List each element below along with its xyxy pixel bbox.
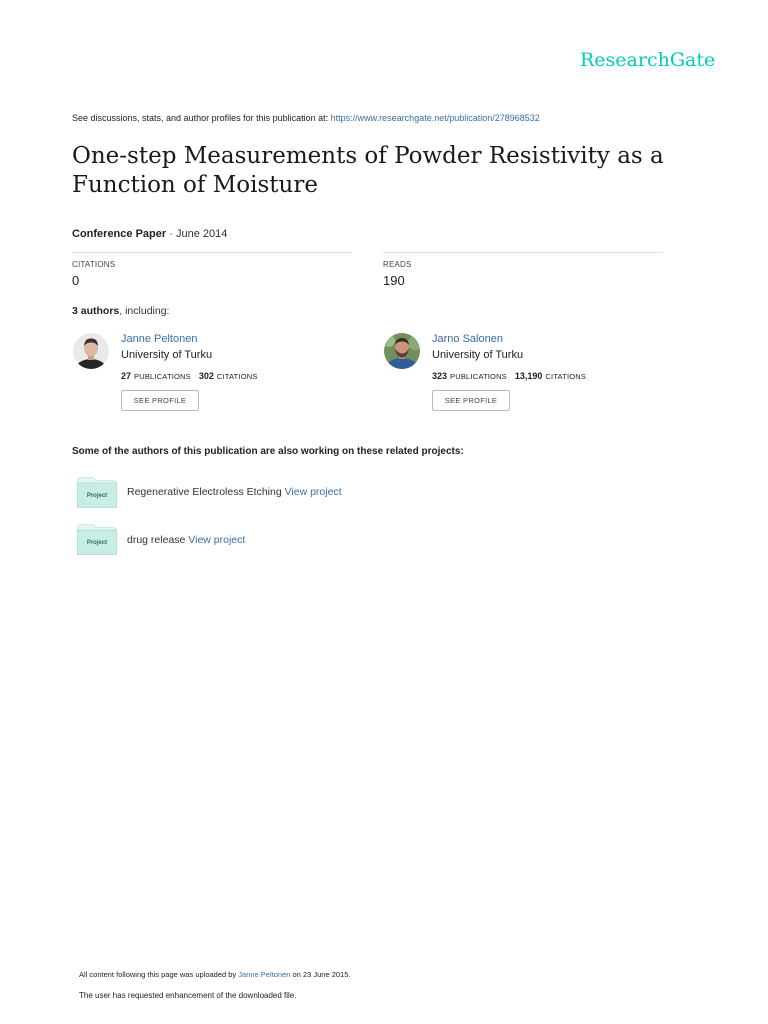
citations-divider (72, 252, 352, 253)
view-project-link[interactable]: View project (188, 534, 246, 546)
publication-date: June 2014 (175, 228, 228, 240)
author-avatar[interactable] (384, 333, 420, 369)
reads-divider (383, 252, 663, 253)
researchgate-logo[interactable]: ResearchGate (580, 49, 716, 71)
publication-url-link[interactable]: https://www.researchgate.net/publication/278968532 (330, 113, 540, 123)
author-name-link[interactable]: Jarno Salonen (432, 333, 503, 345)
author-avatar[interactable] (73, 333, 109, 369)
publications-count: 27 (121, 371, 132, 381)
author-card-janne-peltonen (72, 332, 352, 414)
publication-meta (72, 227, 227, 241)
publication-title: One-step Measurements of Powder Resistivity as a Function of Moisture (72, 143, 664, 198)
citations-count: 0 (72, 273, 80, 288)
author-citations-count: 302 (198, 371, 214, 381)
authors-heading (72, 304, 169, 318)
project-folder-icon[interactable] (77, 477, 117, 508)
upload-note-prefix: All content following this page was uploaded by (79, 970, 237, 979)
upload-note-suffix: on 23 June 2015. (292, 970, 351, 979)
related-projects-heading: Some of the authors of this publication are also working on these related projects: (72, 446, 464, 457)
meta-separator: · (169, 228, 173, 240)
person-photo-icon (384, 333, 420, 369)
header-note-text: See discussions, stats, and author profiles for this publication at: (72, 113, 329, 123)
citations-label: CITATIONS (72, 260, 116, 269)
authors-count: 3 authors (72, 305, 120, 317)
author-name-link[interactable]: Janne Peltonen (121, 333, 198, 345)
project-item (127, 485, 342, 499)
author-counts (121, 369, 258, 383)
author-affiliation: University of Turku (432, 349, 524, 361)
enhancement-note: The user has requested enhancement of the downloaded file. (79, 991, 297, 1000)
author-affiliation: University of Turku (121, 349, 213, 361)
see-profile-button[interactable]: SEE PROFILE (432, 390, 510, 411)
author-card-jarno-salonen (383, 332, 663, 414)
header-note (72, 112, 540, 124)
author-citations-count: 13,190 (514, 371, 543, 381)
project-name: Regenerative Electroless Etching (127, 486, 282, 498)
view-project-link[interactable]: View project (284, 486, 342, 498)
project-item (127, 533, 245, 547)
project-folder-icon[interactable] (77, 524, 117, 555)
upload-note (79, 970, 350, 980)
publications-count: 323 (432, 371, 448, 381)
see-profile-button[interactable]: SEE PROFILE (121, 390, 199, 411)
authors-heading-suffix: , including: (119, 305, 170, 317)
author-counts (432, 369, 586, 383)
person-photo-icon (73, 333, 109, 369)
author-citations-label: CITATIONS (545, 372, 587, 381)
publications-label: PUBLICATIONS (450, 372, 507, 381)
publication-type: Conference Paper (72, 228, 167, 240)
uploader-link[interactable]: Janne Peltonen (238, 970, 291, 979)
author-citations-label: CITATIONS (216, 372, 258, 381)
project-name: drug release (127, 534, 186, 546)
publications-label: PUBLICATIONS (134, 372, 191, 381)
reads-label: READS (383, 260, 412, 269)
project-icon-label: Project (86, 493, 108, 499)
project-icon-label: Project (86, 540, 108, 546)
reads-count: 190 (383, 273, 405, 288)
